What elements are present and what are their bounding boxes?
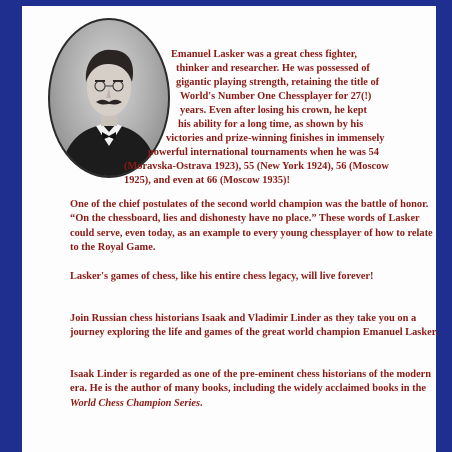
author-text-end: . <box>200 397 203 409</box>
paragraph-author <box>70 368 442 411</box>
intro-line-3: gigantic playing strength, retaining the title of <box>176 77 380 88</box>
intro-line-4: World's Number One Chessplayer for 27(!) <box>180 91 372 102</box>
text-panel <box>22 6 436 452</box>
intro-line-9: (Moravska-Ostrava 1923), 55 (New York 1924), 56 (Moscow <box>124 161 389 172</box>
intro-line-2: thinker and researcher. He was possessed of <box>176 63 370 74</box>
intro-line-8: powerful international tournaments when he was 54 <box>148 147 379 158</box>
intro-line-5: years. Even after losing his crown, he kept <box>180 105 367 116</box>
paragraph-journey: Join Russian chess historians Isaak and Vladimir Linder as they take you on a journey exploring the life and games of the great world champion Emanuel Lasker. <box>70 313 438 339</box>
intro-line-6: his ability for a long time, as shown by his <box>178 119 364 130</box>
intro-line-7: victories and prize-winning finishes in immensely <box>166 133 385 144</box>
author-text: Isaak Linder is regarded as one of the pre-eminent chess historians of the modern era. He is the author of many books, including the widely acclaimed books in the <box>70 369 432 395</box>
left-blue-border <box>0 0 22 452</box>
paragraph-honor: One of the chief postulates of the second world champion was the battle of honor. “On the chessboard, lies and dishonesty have no place.” These words of Lasker could serve, even today, as an example to every young chessplayer of how to relate to the Royal Game. <box>70 199 433 254</box>
paragraph-legacy: Lasker's games of chess, like his entire chess legacy, will live forever! <box>70 271 374 282</box>
series-title: World Chess Champion Series <box>70 397 201 409</box>
intro-line-10: 1925), and even at 66 (Moscow 1935)! <box>124 175 290 186</box>
intro-line-1: Emanuel Lasker was a great chess fighter, <box>171 49 357 60</box>
